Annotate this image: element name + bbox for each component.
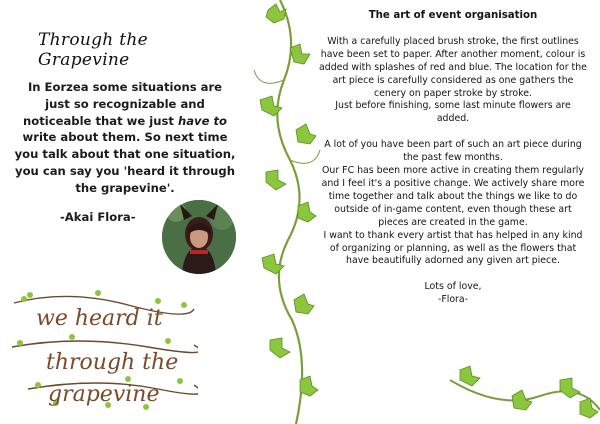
intro-part-1: In Eorzea some situations are just so recognizable and noticeable that we just (22, 80, 223, 128)
avatar (162, 200, 236, 274)
article-paragraph-3: A lot of you have been part of such an art piece during the past few months. (324, 139, 582, 164)
article (318, 10, 588, 307)
article-title: The art of event organisation (368, 10, 538, 21)
closing-line: Lots of love, (424, 281, 482, 293)
left-column (0, 0, 245, 424)
intro-part-2: write about them. So next time you talk about that one situation, you can say you 'heard it through the grapevine'. (14, 130, 236, 195)
author-signature: -Akai Flora- (60, 210, 136, 224)
intro-emphasis: have to (177, 113, 228, 128)
logo-line-3: grapevine (48, 382, 160, 407)
article-paragraph-1: With a carefully placed brush stroke, the first outlines have been set to paper. After another moment, colour is added with splashes of red and blue. The location for the art piece is carefully considered as one gathers the cenery on paper stroke by stroke. (319, 35, 587, 99)
logo-line-2: through the (46, 350, 179, 375)
intro-text (14, 79, 236, 197)
grapevine-logo (8, 285, 198, 415)
article-paragraph-5: I want to thank every artist that has helped in any kind of organizing or planning, as well as the flowers that have beautifully adorned any given art piece. (323, 229, 583, 267)
article-paragraph-4: Our FC has been more active in creating them regularly and I feel it's a positive change. We actively share more time together and talk about the things we like to do outside of in-game content, even though these art pieces are created in the game. (321, 165, 585, 228)
article-paragraph-2: Just before finishing, some last minute flowers are added. (335, 100, 571, 125)
page-title: Through the Grapevine (38, 30, 148, 70)
closing-signature: -Flora- (437, 294, 469, 306)
logo-line-1: we heard it (36, 306, 163, 331)
grapevine-decoration (240, 0, 330, 424)
grapevine-corner-decoration (440, 340, 600, 424)
